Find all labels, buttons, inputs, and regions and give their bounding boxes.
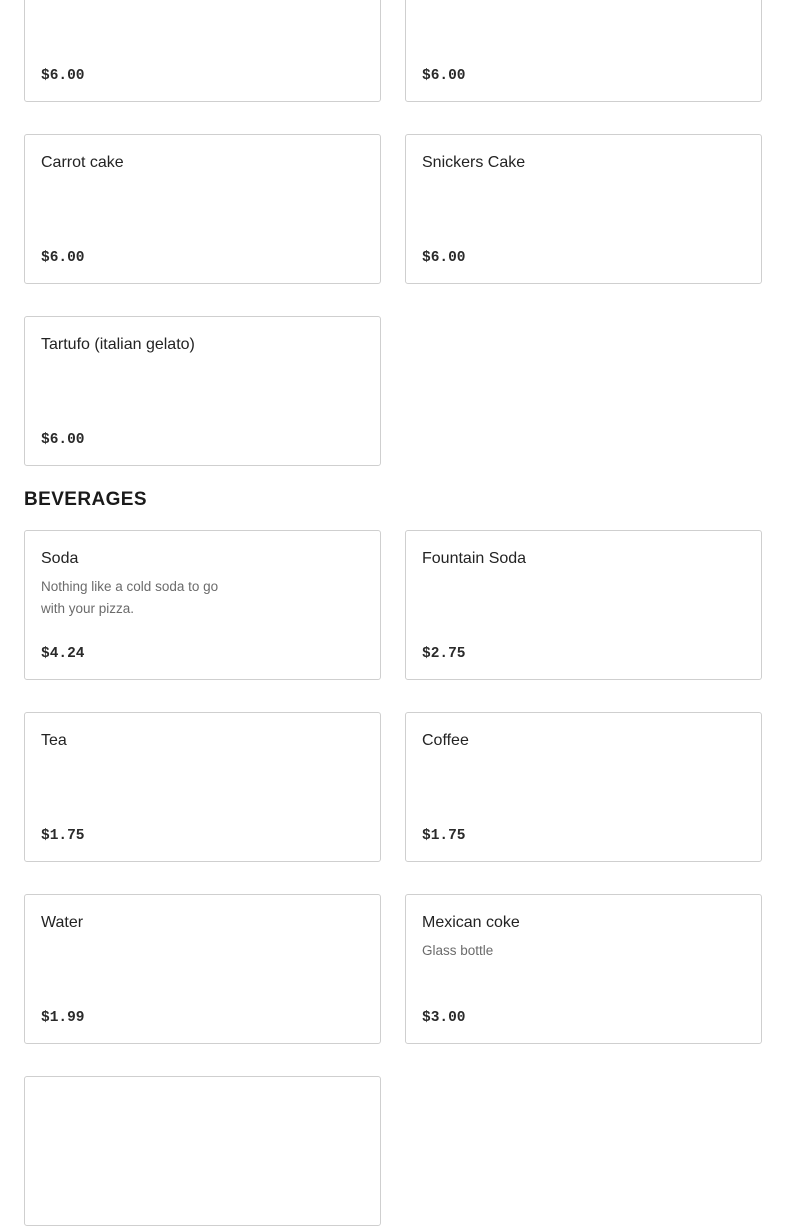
item-price: $6.00 bbox=[422, 250, 466, 266]
item-name: Coffee bbox=[422, 732, 469, 749]
item-name: Carrot cake bbox=[41, 154, 124, 171]
item-price: $6.00 bbox=[41, 68, 85, 84]
item-price: $1.75 bbox=[41, 828, 85, 844]
menu-item-card[interactable] bbox=[24, 316, 381, 466]
item-name: Snickers Cake bbox=[422, 154, 526, 171]
item-description: Nothing like a cold soda to go with your pizza. bbox=[41, 579, 219, 616]
menu-item-card[interactable] bbox=[24, 0, 381, 102]
menu-item-card[interactable] bbox=[405, 530, 762, 680]
item-price: $1.99 bbox=[41, 1010, 85, 1026]
item-name: Tartufo (italian gelato) bbox=[41, 336, 195, 353]
section-heading-beverages: BEVERAGES bbox=[24, 489, 147, 510]
menu-item-card[interactable] bbox=[24, 1076, 381, 1226]
item-name: Tea bbox=[41, 732, 67, 749]
menu-item-card[interactable] bbox=[24, 134, 381, 284]
item-price: $6.00 bbox=[422, 68, 466, 84]
menu-item-card[interactable] bbox=[405, 712, 762, 862]
menu-item-card[interactable] bbox=[405, 134, 762, 284]
item-name: Soda bbox=[41, 550, 79, 567]
menu-item-card[interactable] bbox=[24, 530, 381, 680]
item-price: $6.00 bbox=[41, 250, 85, 266]
menu-item-card[interactable] bbox=[405, 894, 762, 1044]
item-name: Water bbox=[41, 914, 84, 931]
item-price: $4.24 bbox=[41, 646, 85, 662]
item-price: $3.00 bbox=[422, 1010, 466, 1026]
menu-item-card[interactable] bbox=[405, 0, 762, 102]
item-price: $2.75 bbox=[422, 646, 466, 662]
item-price: $1.75 bbox=[422, 828, 466, 844]
item-price: $6.00 bbox=[41, 432, 85, 448]
menu-item-card[interactable] bbox=[24, 894, 381, 1044]
item-description: Glass bottle bbox=[422, 943, 494, 958]
item-name: Mexican coke bbox=[422, 914, 520, 931]
item-name: Fountain Soda bbox=[422, 550, 527, 567]
menu-item-card[interactable] bbox=[24, 712, 381, 862]
